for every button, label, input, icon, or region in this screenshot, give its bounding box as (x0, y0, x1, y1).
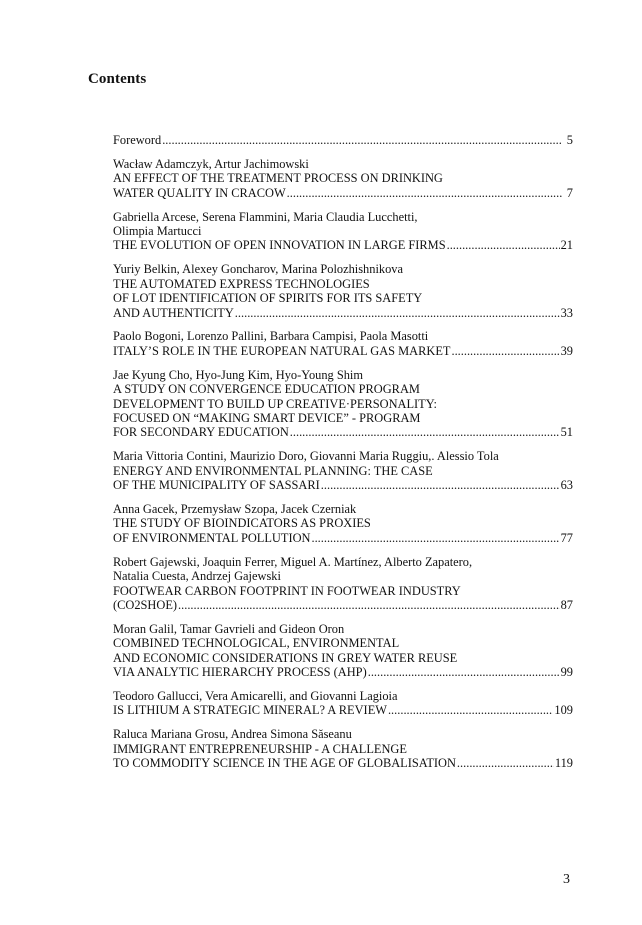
toc-entry-authors: Gabriella Arcese, Serena Flammini, Maria Claudia Lucchetti, (113, 209, 418, 224)
toc-entry[interactable] (113, 502, 573, 545)
dot-leader (178, 598, 560, 612)
dot-leader (451, 344, 559, 358)
toc-entry-page-number[interactable]: 87 (560, 597, 573, 612)
toc-entry-title-line: DEVELOPMENT TO BUILD UP CREATIVE·PERSONALITY: (113, 396, 437, 411)
toc-entry-authors: Anna Gacek, Przemysław Szopa, Jacek Czerniak (113, 502, 357, 517)
toc-entry-authors: Paolo Bogoni, Lorenzo Pallini, Barbara Campisi, Paola Masotti (113, 329, 429, 344)
toc-entry[interactable] (113, 329, 573, 358)
dot-leader (311, 531, 559, 545)
toc-entry-title-line: ENERGY AND ENVIRONMENTAL PLANNING: THE CASE (113, 463, 433, 478)
toc-entry-final-line (113, 425, 573, 439)
toc-entry[interactable] (113, 210, 573, 253)
toc-entry-title-line: COMBINED TECHNOLOGICAL, ENVIRONMENTAL (113, 636, 400, 651)
toc-entry-final-line (113, 133, 573, 147)
toc-entry-authors: Natalia Cuesta, Andrzej Gajewski (113, 569, 281, 584)
toc-entry-title-last-line: AND AUTHENTICITY (113, 305, 234, 320)
dot-leader (287, 186, 562, 200)
dot-leader (388, 703, 553, 717)
toc-entry-page-number[interactable]: 109 (554, 703, 573, 718)
toc-entry-authors: Jae Kyung Cho, Hyo-Jung Kim, Hyo-Young Shim (113, 367, 364, 382)
toc-entry-title-last-line: VIA ANALYTIC HIERARCHY PROCESS (AHP) (113, 665, 367, 680)
toc-entry-title-last-line: THE EVOLUTION OF OPEN INNOVATION IN LARGE FIRMS (113, 238, 446, 253)
toc-entry-title-last-line: Foreword (113, 133, 162, 147)
toc-entry-page-number[interactable]: 39 (560, 343, 573, 358)
toc-entry-page-number[interactable]: 119 (554, 756, 573, 771)
toc-entry-page-number[interactable]: 7 (566, 185, 573, 200)
toc-entry-authors: Raluca Mariana Grosu, Andrea Simona Săseanu (113, 727, 352, 742)
toc-entry-final-line (113, 598, 573, 612)
page-number: 3 (563, 872, 570, 887)
toc-entry-title-last-line: ITALY’S ROLE IN THE EUROPEAN NATURAL GAS MARKET (113, 343, 451, 358)
toc-entry-authors: Wacław Adamczyk, Artur Jachimowski (113, 156, 309, 171)
toc-entry-page-number[interactable]: 99 (560, 665, 573, 680)
contents-heading: Contents (88, 71, 147, 87)
toc-entry[interactable] (113, 555, 573, 613)
toc-entry-title-last-line: WATER QUALITY IN CRACOW (113, 185, 286, 200)
toc-entry[interactable] (113, 262, 573, 320)
dot-leader (447, 238, 560, 252)
toc-entry-page-number[interactable]: 51 (560, 425, 573, 440)
toc-entry[interactable] (113, 157, 573, 200)
toc-entry-title-last-line: IS LITHIUM A STRATEGIC MINERAL? A REVIEW (113, 703, 387, 718)
toc-entry[interactable] (113, 689, 573, 718)
toc-entry-title-last-line: FOR SECONDARY EDUCATION (113, 425, 289, 440)
toc-entry-page-number[interactable]: 77 (560, 530, 573, 545)
toc-entry-final-line (113, 306, 573, 320)
toc-entry-final-line (113, 186, 573, 200)
toc-entry-title-line: A STUDY ON CONVERGENCE EDUCATION PROGRAM (113, 382, 420, 397)
toc-entry-title-line: IMMIGRANT ENTREPRENEURSHIP - A CHALLENGE (113, 741, 407, 756)
toc-entry-authors: Olimpia Martucci (113, 224, 202, 239)
table-of-contents (113, 133, 573, 780)
toc-entry-authors: Robert Gajewski, Joaquin Ferrer, Miguel A. Martínez, Alberto Zapatero, (113, 554, 473, 569)
toc-entry-page-number[interactable]: 33 (560, 305, 573, 320)
toc-entry-title-line: FOOTWEAR CARBON FOOTPRINT IN FOOTWEAR INDUSTRY (113, 583, 461, 598)
toc-entry-title-last-line: OF ENVIRONMENTAL POLLUTION (113, 530, 311, 545)
dot-leader (457, 756, 554, 770)
toc-entry-page-number[interactable]: 63 (560, 478, 573, 493)
toc-entry-title-line: THE STUDY OF BIOINDICATORS AS PROXIES (113, 516, 371, 531)
toc-entry-final-line (113, 478, 573, 492)
dot-leader (321, 478, 560, 492)
toc-entry-title-last-line: (CO2SHOE) (113, 597, 178, 612)
toc-entry-title-line: AND ECONOMIC CONSIDERATIONS IN GREY WATER REUSE (113, 650, 458, 665)
toc-entry[interactable] (113, 368, 573, 440)
toc-entry[interactable] (113, 727, 573, 770)
dot-leader (290, 425, 560, 439)
toc-entry-authors: Moran Galil, Tamar Gavrieli and Gideon Oron (113, 621, 345, 636)
toc-entry-title-last-line: OF THE MUNICIPALITY OF SASSARI (113, 478, 320, 493)
toc-entry-title-last-line: TO COMMODITY SCIENCE IN THE AGE OF GLOBALISATION (113, 756, 456, 771)
toc-entry[interactable] (113, 622, 573, 680)
toc-entry-title-line: FOCUSED ON “MAKING SMART DEVICE” - PROGRAM (113, 411, 421, 425)
toc-entry-title-line: OF LOT IDENTIFICATION OF SPIRITS FOR ITS SAFETY (113, 291, 423, 306)
dot-leader (368, 665, 560, 679)
toc-entry-final-line (113, 238, 573, 252)
toc-entry-final-line (113, 703, 573, 717)
toc-entry[interactable] (113, 133, 573, 147)
toc-entry[interactable] (113, 449, 573, 492)
toc-entry-authors: Maria Vittoria Contini, Maurizio Doro, Giovanni Maria Ruggiu,. Alessio Tola (113, 449, 499, 464)
toc-entry-final-line (113, 531, 573, 545)
toc-entry-final-line (113, 665, 573, 679)
toc-entry-final-line (113, 344, 573, 358)
dot-leader (235, 306, 560, 320)
toc-entry-title-line: THE AUTOMATED EXPRESS TECHNOLOGIES (113, 276, 370, 291)
toc-entry-final-line (113, 756, 573, 770)
toc-entry-page-number[interactable]: 5 (566, 133, 573, 147)
toc-entry-authors: Yuriy Belkin, Alexey Goncharov, Marina Polozhishnikova (113, 262, 403, 277)
dot-leader (162, 133, 562, 147)
toc-entry-page-number[interactable]: 21 (560, 238, 573, 253)
toc-entry-title-line: AN EFFECT OF THE TREATMENT PROCESS ON DRINKING (113, 171, 443, 186)
toc-entry-authors: Teodoro Gallucci, Vera Amicarelli, and Giovanni Lagioia (113, 689, 398, 703)
